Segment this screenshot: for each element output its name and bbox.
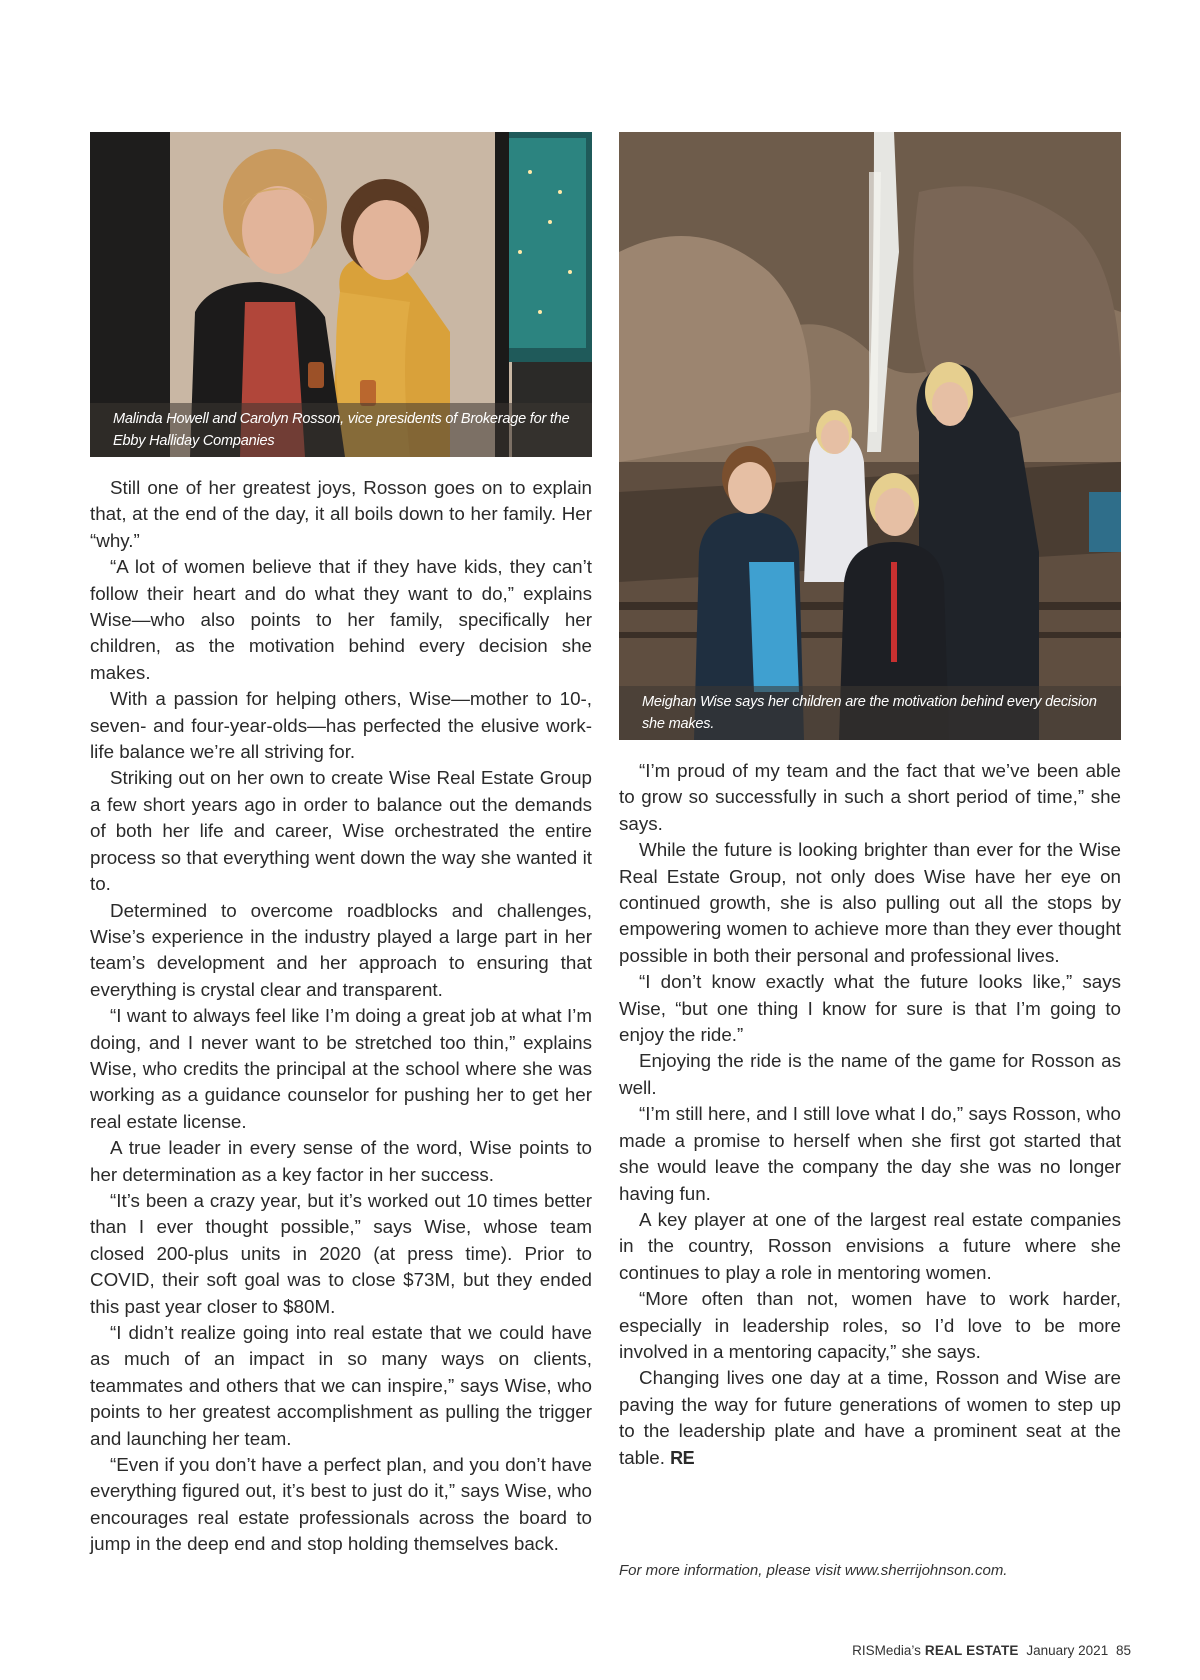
closing-text: Changing lives one day at a time, Rosson and Wise are paving the way for future generations of women to step up to the leadership plate and have a prominent seat at the table. <box>619 1367 1121 1468</box>
photo-caption-right: Meighan Wise says her children are the motivation behind every decision she makes. <box>619 686 1121 740</box>
paragraph: “A lot of women believe that if they have kids, they can’t follow their heart and do what they want to do,” explains Wise—who also points to her family, specifically her children, as the motivation behind every decision she makes. <box>90 556 592 683</box>
left-column <box>90 132 592 1558</box>
article-text-right <box>619 758 1121 1471</box>
paragraph: “I’m proud of my team and the fact that we’ve been able to grow so successfully in such a short period of time,” she says. <box>619 760 1121 834</box>
paragraph: “I don’t know exactly what the future looks like,” says Wise, “but one thing I know for sure is that I’m going to enjoy the ride.” <box>619 971 1121 1046</box>
photo-caption-left: Malinda Howell and Carolyn Rosson, vice presidents of Brokerage for the Ebby Halliday Companies <box>90 403 592 457</box>
magazine-name: REAL ESTATE <box>924 1643 1019 1658</box>
issue-date: January 2021 <box>1026 1643 1109 1658</box>
paragraph: “It’s been a crazy year, but it’s worked out 10 times better than I ever thought possible,” says Wise, whose team closed 200-plus units in 2020 (at press time). Prior to COVID, their soft goal was to close $73M, but they ended this past year closer to $80M. <box>90 1189 592 1317</box>
end-mark: RE <box>670 1447 695 1468</box>
page-footer <box>852 1643 1135 1658</box>
paragraph: A true leader in every sense of the word, Wise points to her determination as a key factor in her success. <box>90 1137 592 1185</box>
paragraph: While the future is looking brighter than ever for the Wise Real Estate Group, not only does Wise have her eye on continued growth, she is also pulling out all the stops by empowering women to achieve more than they ever thought possible in both their personal and professional lives. <box>619 839 1121 966</box>
paragraph: “I didn’t realize going into real estate that we could have as much of an impact in so many ways on clients, teammates and others that we can inspire,” says Wise, who points to her greatest accomplishment as pulling the trigger and launching her team. <box>90 1322 592 1449</box>
right-column <box>619 132 1121 1471</box>
paragraph: “More often than not, women have to work harder, especially in leadership roles, so I’d love to be more involved in a mentoring capacity,” she says. <box>619 1288 1121 1362</box>
closing-paragraph <box>619 1365 1121 1471</box>
paragraph: Striking out on her own to create Wise Real Estate Group a few short years ago in order to balance out the demands of both her life and career, Wise orchestrated the entire process so that everything went down the way she wanted it to. <box>90 767 592 895</box>
paragraph: “Even if you don’t have a perfect plan, and you don’t have everything figured out, it’s best to just do it,” says Wise, who encourages real estate professionals across the board to jump in the deep end and stop holding themselves back. <box>90 1454 592 1555</box>
paragraph: A key player at one of the largest real estate companies in the country, Rosson envisions a future where she continues to play a role in mentoring women. <box>619 1208 1121 1283</box>
more-info-line: For more information, please visit www.sherrijohnson.com. <box>619 1562 1008 1579</box>
paragraph: “I want to always feel like I’m doing a great job at what I’m doing, and I never want to be stretched too thin,” explains Wise, who credits the principal at the school where she was working as a guidance counselor for pushing her to get her real estate license. <box>90 1005 592 1132</box>
paragraph: “I’m still here, and I still love what I do,” says Rosson, who made a promise to herself when she first got started that she would leave the company the day she was no longer having fun. <box>619 1103 1121 1204</box>
publisher-name: RISMedia’s <box>852 1643 921 1658</box>
page-number: 85 <box>1115 1643 1131 1658</box>
paragraph: Enjoying the ride is the name of the game for Rosson as well. <box>619 1050 1121 1098</box>
photo-howell-rosson <box>90 132 592 457</box>
photo-wise-family-image <box>619 132 1121 740</box>
article-text-left <box>90 475 592 1558</box>
paragraph: Still one of her greatest joys, Rosson goes on to explain that, at the end of the day, it all boils down to her family. Her “why.” <box>90 477 592 551</box>
paragraph: Determined to overcome roadblocks and challenges, Wise’s experience in the industry played a large part in her team’s development and her approach to ensuring that everything is crystal clear and transparent. <box>90 899 592 1000</box>
photo-wise-family <box>619 132 1121 740</box>
paragraph: With a passion for helping others, Wise—mother to 10-, seven- and four-year-olds—has perfected the elusive work-life balance we’re all striving for. <box>90 688 592 763</box>
